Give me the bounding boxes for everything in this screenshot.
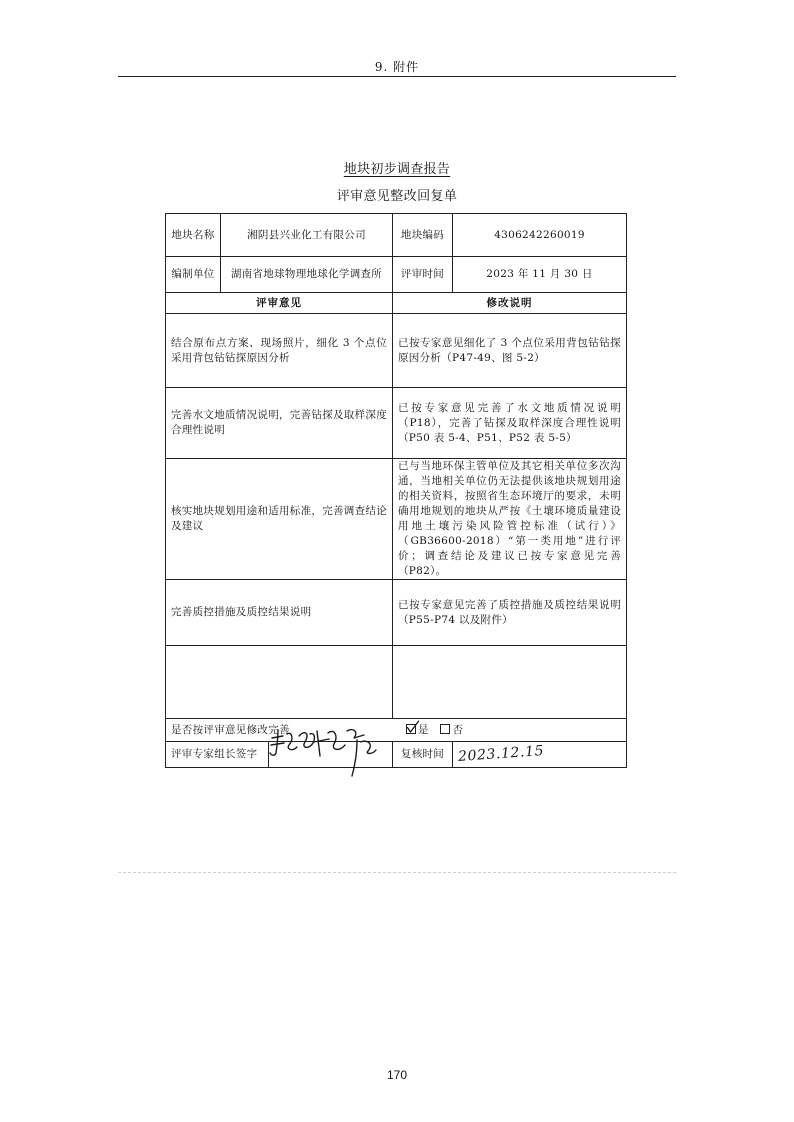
check-mark-icon (406, 720, 420, 734)
completion-wrap (171, 719, 621, 741)
report-title-text: 地块初步调查报告 (343, 162, 451, 177)
revision-cell: 已按专家意见完善了水文地质情况说明（P18），完善了钻探及取样深度合理性说明（P50 表 5-4、P51、P52 表 5-5） (393, 388, 627, 459)
review-date-value: 2023 年 11 月 30 日 (453, 257, 627, 293)
site-code-value: 4306242260019 (453, 214, 627, 257)
signature-row (166, 742, 627, 768)
header-rule (118, 76, 676, 77)
table-row (166, 580, 627, 646)
scan-artifact-line (118, 872, 676, 873)
option-no (440, 719, 463, 741)
revision-cell: 已与当地环保主管单位及其它相关单位多次沟通，当地相关单位仍无法提供该地块规划用途的相关资料，按照省生态环境厅的要求，未明确用地规划的地块从严按《土壤环境质量建设用地土壤污染风险管控标准（试行）》（GB36600-2018）“第一类用地”进行评价；调查结论及建议已按专家意见完善（P82）。 (393, 459, 627, 580)
column-header-row (166, 293, 627, 314)
yes-checkbox (406, 724, 416, 734)
completion-options (406, 719, 471, 741)
completion-row (166, 719, 627, 742)
blank-row (166, 646, 627, 719)
recheck-time-label: 复核时间 (393, 742, 453, 768)
review-date-label: 评审时间 (393, 257, 453, 293)
leader-signature-label: 评审专家组长签字 (166, 742, 269, 768)
page-number: 170 (386, 1068, 408, 1082)
opinion-cell: 核实地块规划用途和适用标准，完善调查结论及建议 (166, 459, 393, 580)
option-yes-label: 是 (418, 724, 429, 736)
opinion-cell: 结合原布点方案、现场照片，细化 3 个点位采用背包钻钻探原因分析 (166, 314, 393, 388)
site-name-value: 湘阴县兴业化工有限公司 (221, 214, 393, 257)
recheck-date-cell (453, 742, 627, 768)
revision-column-header: 修改说明 (393, 293, 627, 314)
site-info-row (166, 214, 627, 257)
table-row (166, 388, 627, 459)
completion-cell (166, 719, 627, 742)
opinion-cell: 完善质控措施及质控结果说明 (166, 580, 393, 646)
report-title (0, 162, 794, 178)
handwritten-signature (268, 722, 380, 780)
option-yes (406, 719, 429, 741)
revision-cell: 已按专家意见完善了质控措施及质控结果说明（P55-P74 以及附件） (393, 580, 627, 646)
site-name-label: 地块名称 (166, 214, 221, 257)
org-label: 编制单位 (166, 257, 221, 293)
table-row (166, 459, 627, 580)
revision-cell: 已按专家意见细化了 3 个点位采用背包钻钻探原因分析（P47-49、图 5-2） (393, 314, 627, 388)
blank-revision-cell (393, 646, 627, 719)
org-value: 湖南省地球物理地球化学调查所 (221, 257, 393, 293)
completion-question: 是否按评审意见修改完善 (171, 724, 290, 736)
option-no-label: 否 (452, 724, 464, 736)
table-row (166, 314, 627, 388)
org-info-row (166, 257, 627, 293)
running-header: 9. 附件 (374, 60, 420, 74)
site-code-label: 地块编码 (393, 214, 453, 257)
recheck-date: 2023.12.15 (457, 742, 545, 765)
opinion-cell: 完善水文地质情况说明，完善钻探及取样深度合理性说明 (166, 388, 393, 459)
blank-opinion-cell (166, 646, 393, 719)
no-checkbox (440, 724, 450, 734)
review-reply-form (165, 213, 627, 768)
form-subtitle: 评审意见整改回复单 (336, 189, 458, 204)
opinion-column-header: 评审意见 (166, 293, 393, 314)
